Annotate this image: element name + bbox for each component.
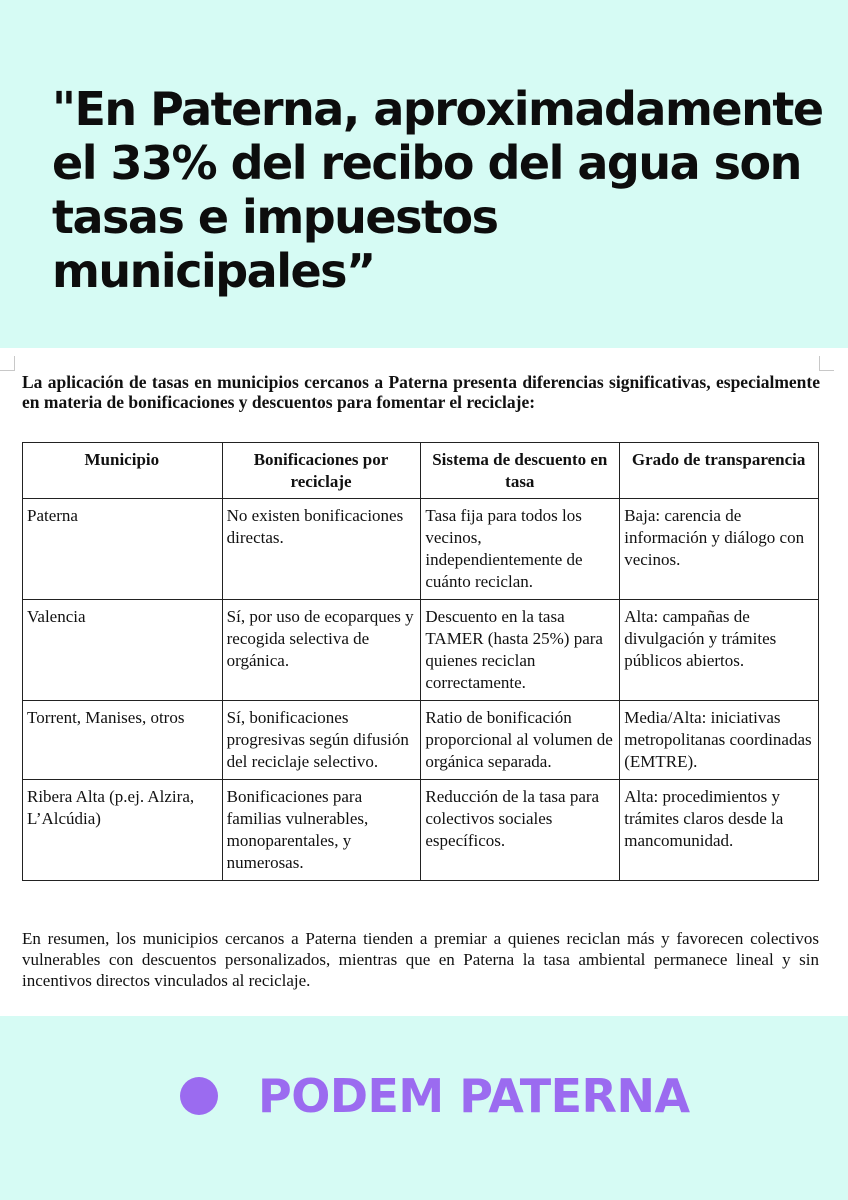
comparison-table	[22, 442, 819, 881]
cell-sistema-descuento: Reducción de la tasa para colectivos sociales específicos.	[421, 780, 620, 881]
cell-transparencia: Alta: campañas de divulgación y trámites públicos abiertos.	[620, 600, 819, 701]
brand-signature	[180, 1066, 690, 1126]
table-header-row	[23, 443, 819, 499]
table-row	[23, 499, 819, 600]
document-excerpt	[0, 348, 848, 1016]
cell-transparencia: Alta: procedimientos y trámites claros desde la mancomunidad.	[620, 780, 819, 881]
table-row	[23, 701, 819, 780]
cell-bonificaciones: Sí, bonificaciones progresivas según difusión del reciclaje selectivo.	[222, 701, 421, 780]
page-corner-mark	[0, 356, 15, 371]
brand-name: PODEM PATERNA	[258, 1069, 690, 1123]
cell-municipio: Torrent, Manises, otros	[23, 701, 223, 780]
summary-paragraph: En resumen, los municipios cercanos a Paterna tienden a premiar a quienes reciclan más y favorecen colectivos vulnerables con descuentos personalizados, mientras que en Paterna la tasa ambiental permanece lineal y sin incentivos directos vinculados al reciclaje.	[22, 929, 819, 990]
header-bonificaciones: Bonificaciones por reciclaje	[222, 443, 421, 499]
header-municipio: Municipio	[23, 443, 223, 499]
header-sistema-descuento: Sistema de descuento en tasa	[421, 443, 620, 499]
table-row	[23, 780, 819, 881]
table-row	[23, 600, 819, 701]
cell-bonificaciones: No existen bonificaciones directas.	[222, 499, 421, 600]
header-transparencia: Grado de transparencia	[620, 443, 819, 499]
intro-paragraph: La aplicación de tasas en municipios cercanos a Paterna presenta diferencias significativas, especialmente en materia de bonificaciones y descuentos para fomentar el reciclaje:	[22, 372, 820, 412]
brand-dot-icon	[180, 1077, 218, 1115]
cell-sistema-descuento: Ratio de bonificación proporcional al volumen de orgánica separada.	[421, 701, 620, 780]
cell-sistema-descuento: Descuento en la tasa TAMER (hasta 25%) para quienes reciclan correctamente.	[421, 600, 620, 701]
cell-municipio: Paterna	[23, 499, 223, 600]
page-corner-mark	[819, 356, 834, 371]
cell-municipio: Valencia	[23, 600, 223, 701]
cell-bonificaciones: Sí, por uso de ecoparques y recogida selectiva de orgánica.	[222, 600, 421, 701]
cell-bonificaciones: Bonificaciones para familias vulnerables, monoparentales, y numerosas.	[222, 780, 421, 881]
cell-sistema-descuento: Tasa fija para todos los vecinos, independientemente de cuánto reciclan.	[421, 499, 620, 600]
cell-transparencia: Media/Alta: iniciativas metropolitanas coordinadas (EMTRE).	[620, 701, 819, 780]
cell-municipio: Ribera Alta (p.ej. Alzira, L’Alcúdia)	[23, 780, 223, 881]
cell-transparencia: Baja: carencia de información y diálogo con vecinos.	[620, 499, 819, 600]
headline: "En Paterna, aproximadamente el 33% del recibo del agua son tasas e impuestos municipales”	[52, 82, 823, 298]
